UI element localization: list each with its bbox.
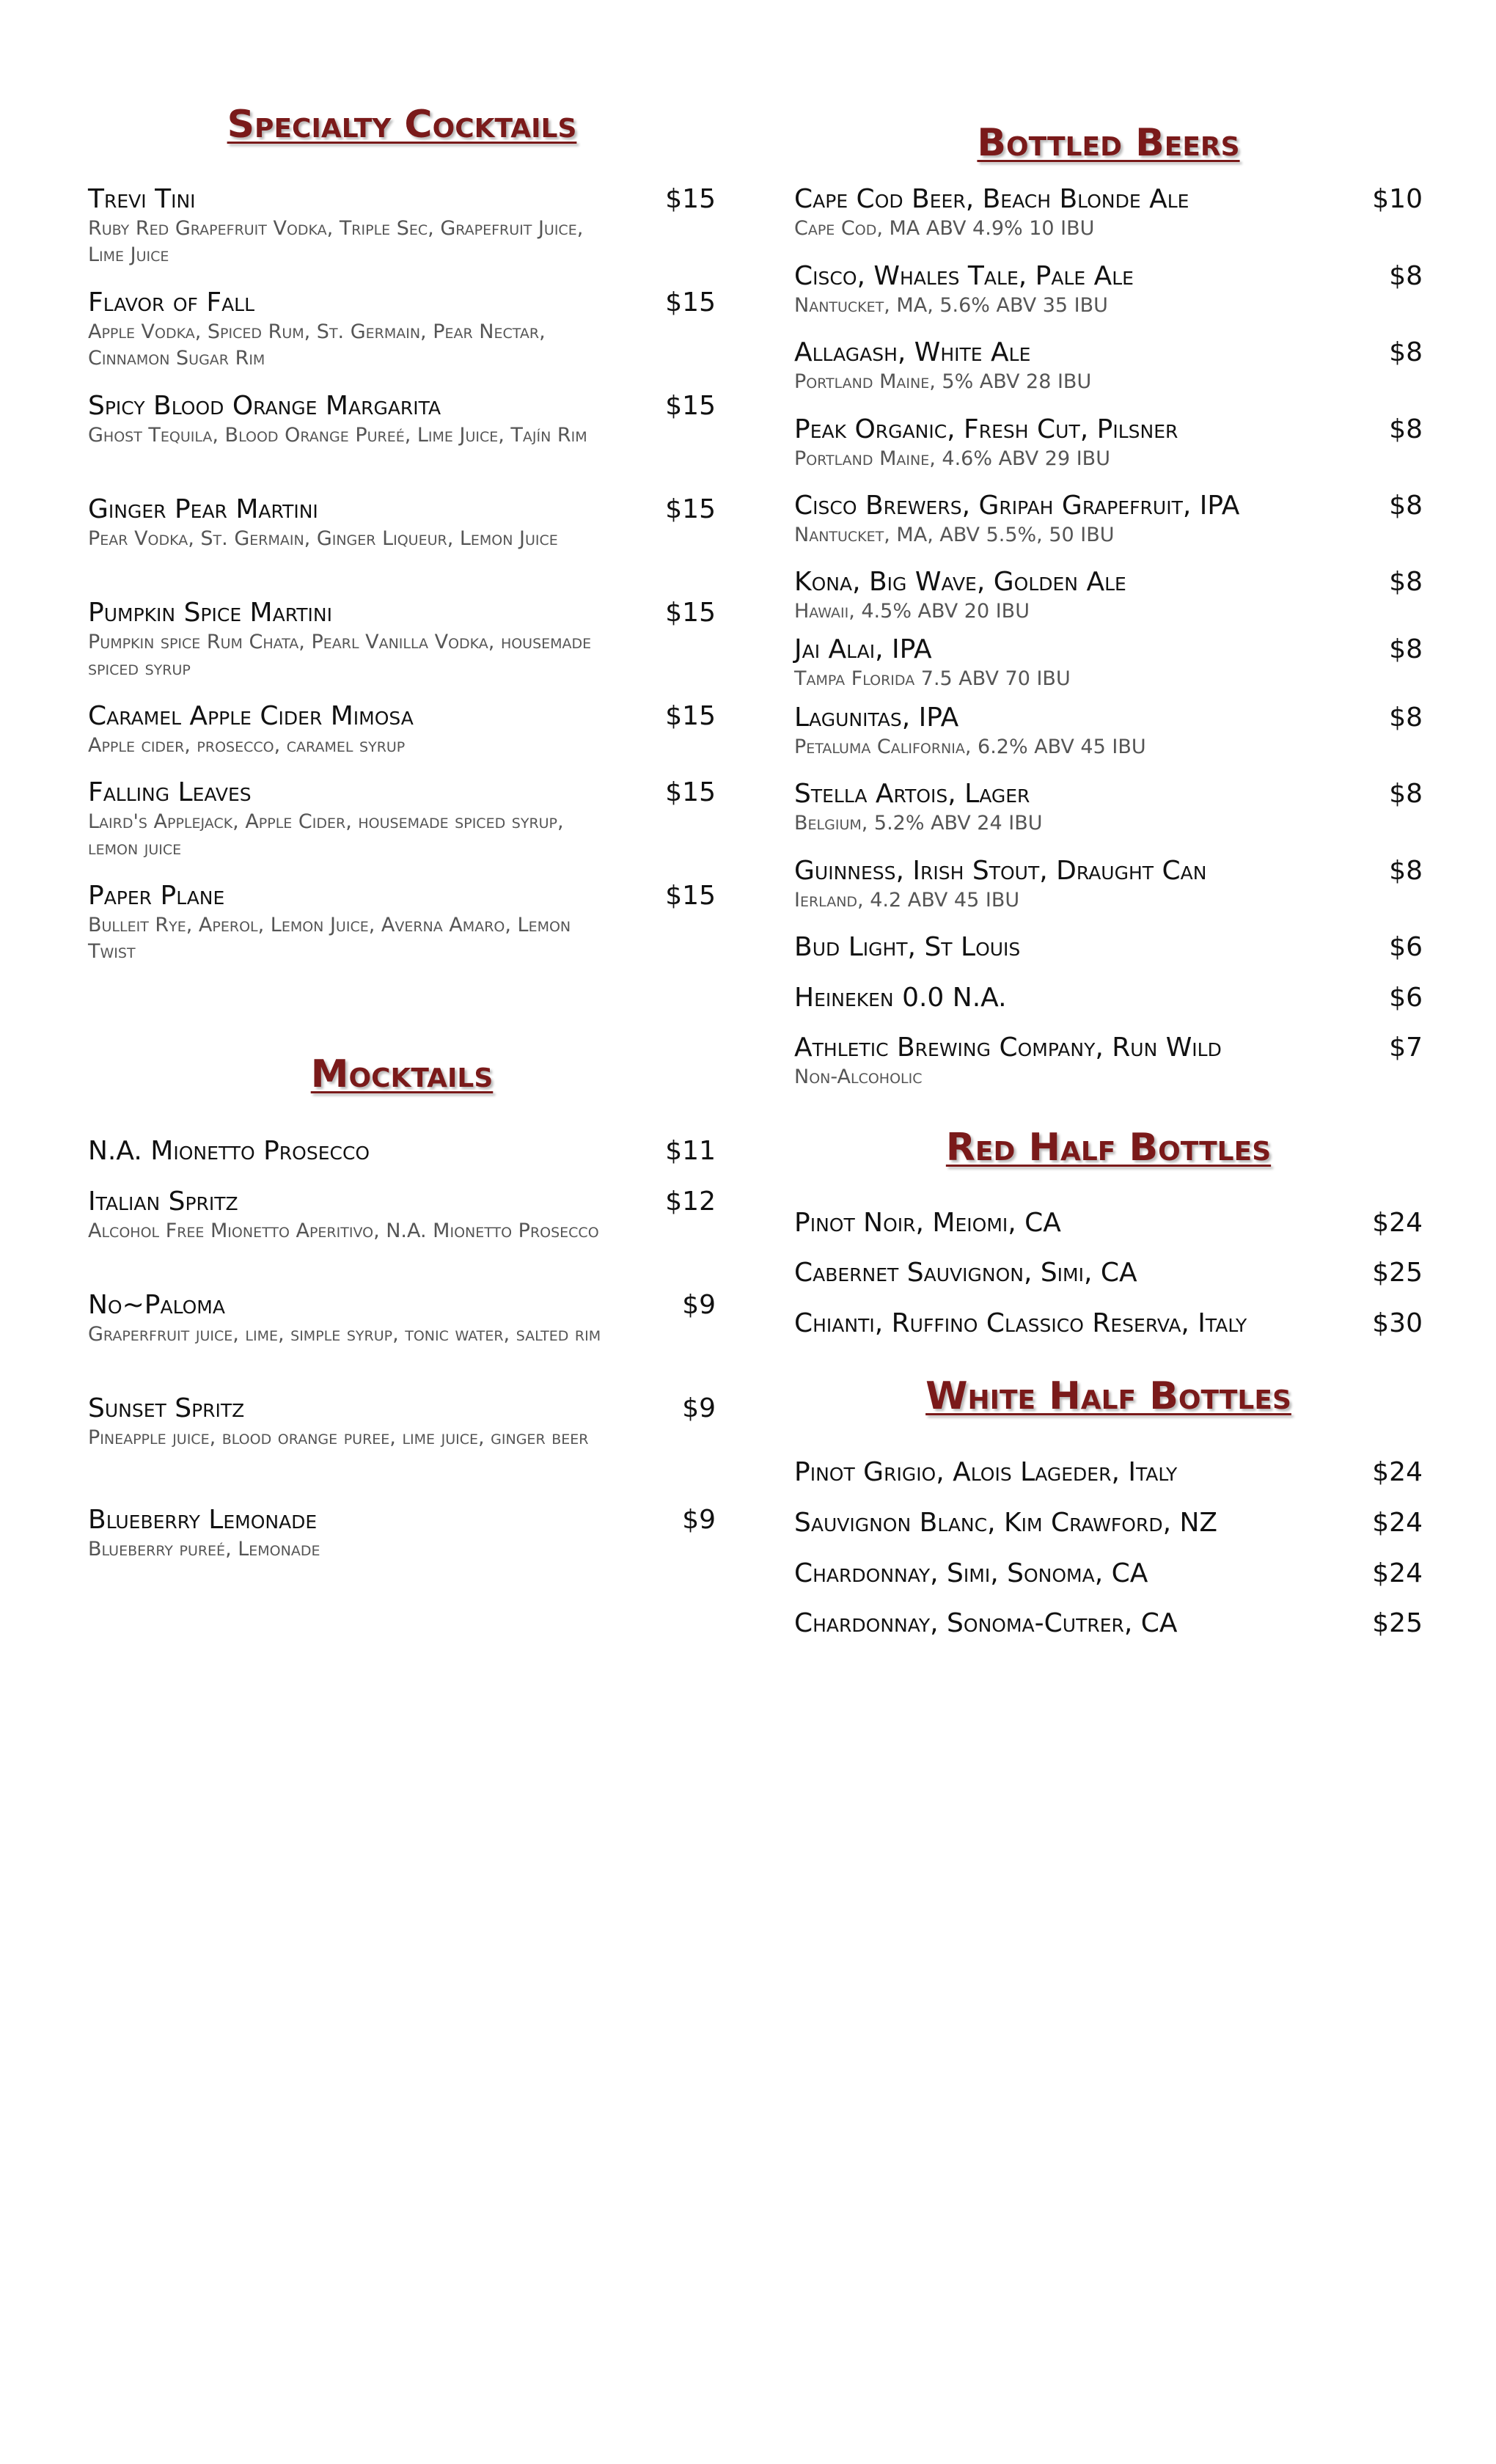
menu-item xyxy=(794,183,1423,242)
item-price: $24 xyxy=(1372,1508,1423,1538)
menu-item xyxy=(794,982,1423,1014)
item-description: Blueberry pureé, Lemonade xyxy=(88,1538,320,1561)
item-price: $24 xyxy=(1372,1208,1423,1238)
item-price: $15 xyxy=(665,287,716,318)
item-description: Pineapple juice, blood orange puree, lime juice, ginger beer xyxy=(88,1426,589,1449)
item-price: $8 xyxy=(1389,491,1423,521)
item-price: $8 xyxy=(1389,856,1423,886)
item-description: Pear Vodka, St. Germain, Ginger Liqueur, Lemon Juice xyxy=(88,527,558,550)
item-name: Spicy Blood Orange Margarita xyxy=(88,391,441,421)
menu-item xyxy=(88,880,716,965)
item-price: $8 xyxy=(1389,779,1423,809)
item-price: $8 xyxy=(1389,703,1423,733)
item-name: Caramel Apple Cider Mimosa xyxy=(88,701,414,731)
item-description: Ghost Tequila, Blood Orange Pureé, Lime Juice, Tajín Rim xyxy=(88,424,587,447)
item-description: Pumpkin spice Rum Chata, Pearl Vanilla Vodka, housemade spiced syrup xyxy=(88,631,592,680)
item-name: Jai Alai, IPA xyxy=(794,634,932,664)
item-name: Chianti, Ruffino Classico Reserva, Italy xyxy=(794,1308,1247,1338)
item-name: Peak Organic, Fresh Cut, Pilsner xyxy=(794,414,1178,444)
item-name: Ginger Pear Martini xyxy=(88,494,318,524)
item-description: Ierland, 4.2 ABV 45 IBU xyxy=(794,889,1020,912)
item-price: $6 xyxy=(1389,983,1423,1013)
item-name: Kona, Big Wave, Golden Ale xyxy=(794,567,1126,597)
item-name: Sauvignon Blanc, Kim Crawford, NZ xyxy=(794,1508,1218,1538)
item-price: $24 xyxy=(1372,1457,1423,1487)
item-description: Nantucket, MA, 5.6% ABV 35 IBU xyxy=(794,294,1108,317)
menu-item xyxy=(88,1393,716,1451)
item-description: Hawaii, 4.5% ABV 20 IBU xyxy=(794,600,1030,623)
item-price: $9 xyxy=(682,1290,716,1320)
item-price: $30 xyxy=(1372,1308,1423,1338)
menu-item xyxy=(794,1558,1423,1590)
item-name: Cisco, Whales Tale, Pale Ale xyxy=(794,261,1134,291)
item-name: Paper Plane xyxy=(88,881,225,911)
white-half-bottles-heading: White Half Bottles xyxy=(925,1374,1291,1418)
item-description: Apple Vodka, Spiced Rum, St. Germain, Pear Nectar, Cinnamon Sugar Rim xyxy=(88,320,546,370)
item-name: Flavor of Fall xyxy=(88,287,255,318)
item-name: Allagash, White Ale xyxy=(794,337,1031,367)
menu-item xyxy=(794,634,1423,692)
item-description: Nantucket, MA, ABV 5.5%, 50 IBU xyxy=(794,524,1115,546)
item-price: $9 xyxy=(682,1505,716,1535)
menu-item xyxy=(88,1186,716,1244)
item-name: Cape Cod Beer, Beach Blonde Ale xyxy=(794,184,1189,214)
item-name: Trevi Tini xyxy=(88,184,196,214)
item-name: No~Paloma xyxy=(88,1290,225,1320)
item-name: Sunset Spritz xyxy=(88,1393,245,1423)
mocktails-heading: Mocktails xyxy=(310,1052,494,1096)
item-description: Laird's Applejack, Apple Cider, housemade spiced syrup, lemon juice xyxy=(88,810,564,859)
item-name: Pinot Noir, Meiomi, CA xyxy=(794,1208,1061,1238)
item-description: Apple cider, prosecco, caramel syrup xyxy=(88,734,406,757)
menu-item xyxy=(794,931,1423,964)
menu-item xyxy=(88,700,716,759)
item-description: Bulleit Rye, Aperol, Lemon Juice, Averna Amaro, Lemon Twist xyxy=(88,914,571,963)
item-name: Pinot Grigio, Alois Lageder, Italy xyxy=(794,1457,1178,1487)
item-description: Alcohol Free Mionetto Aperitivo, N.A. Mionetto Prosecco xyxy=(88,1220,599,1242)
item-name: Falling Leaves xyxy=(88,777,252,807)
menu-item xyxy=(794,1507,1423,1539)
item-price: $15 xyxy=(665,881,716,911)
item-name: Lagunitas, IPA xyxy=(794,703,959,733)
menu-item xyxy=(794,702,1423,760)
item-price: $11 xyxy=(665,1136,716,1166)
menu-item xyxy=(88,777,716,862)
item-price: $8 xyxy=(1389,414,1423,444)
menu-item xyxy=(794,1607,1423,1640)
item-description: Cape Cod, MA ABV 4.9% 10 IBU xyxy=(794,217,1095,240)
item-price: $15 xyxy=(665,391,716,421)
item-description: Portland Maine, 4.6% ABV 29 IBU xyxy=(794,447,1110,470)
item-name: Stella Artois, Lager xyxy=(794,779,1030,809)
item-price: $6 xyxy=(1389,932,1423,962)
item-price: $8 xyxy=(1389,261,1423,291)
item-price: $15 xyxy=(665,701,716,731)
item-description: Graperfruit juice, lime, simple syrup, tonic water, salted rim xyxy=(88,1323,601,1346)
menu-item xyxy=(88,287,716,372)
item-price: $8 xyxy=(1389,634,1423,664)
item-name: Cisco Brewers, Gripah Grapefruit, IPA xyxy=(794,491,1240,521)
item-price: $8 xyxy=(1389,567,1423,597)
menu-item xyxy=(88,390,716,449)
item-name: Pumpkin Spice Martini xyxy=(88,598,332,628)
menu-item xyxy=(88,1135,716,1167)
bottled-beers-heading: Bottled Beers xyxy=(977,121,1240,165)
item-name: Guinness, Irish Stout, Draught Can xyxy=(794,856,1207,886)
item-description: Petaluma California, 6.2% ABV 45 IBU xyxy=(794,736,1146,758)
menu-item xyxy=(794,260,1423,319)
item-price: $24 xyxy=(1372,1558,1423,1588)
item-name: N.A. Mionetto Prosecco xyxy=(88,1136,370,1166)
item-price: $15 xyxy=(665,598,716,628)
specialty-cocktails-heading: Specialty Cocktails xyxy=(227,103,577,147)
menu-item xyxy=(794,1032,1423,1090)
item-description: Belgium, 5.2% ABV 24 IBU xyxy=(794,812,1043,835)
menu-item xyxy=(794,1207,1423,1239)
menu-item xyxy=(794,490,1423,549)
item-name: Chardonnay, Simi, Sonoma, CA xyxy=(794,1558,1148,1588)
item-price: $15 xyxy=(665,777,716,807)
menu-item xyxy=(88,494,716,552)
item-description: Tampa Florida 7.5 ABV 70 IBU xyxy=(794,667,1071,690)
item-price: $10 xyxy=(1372,184,1423,214)
menu-item xyxy=(88,1504,716,1563)
item-name: Blueberry Lemonade xyxy=(88,1505,318,1535)
item-price: $15 xyxy=(665,184,716,214)
item-name: Italian Spritz xyxy=(88,1187,238,1217)
menu-item xyxy=(794,566,1423,625)
item-price: $15 xyxy=(665,494,716,524)
menu-item xyxy=(794,778,1423,837)
item-price: $9 xyxy=(682,1393,716,1423)
menu-item xyxy=(794,1456,1423,1489)
item-name: Chardonnay, Sonoma-Cutrer, CA xyxy=(794,1608,1178,1638)
item-description: Ruby Red Grapefruit Vodka, Triple Sec, Grapefruit Juice, Lime Juice xyxy=(88,217,584,266)
menu-item xyxy=(794,337,1423,395)
item-price: $25 xyxy=(1372,1258,1423,1288)
item-description: Non-Alcoholic xyxy=(794,1066,923,1088)
item-price: $12 xyxy=(665,1187,716,1217)
item-name: Bud Light, St Louis xyxy=(794,932,1021,962)
menu-item xyxy=(794,1308,1423,1340)
item-name: Cabernet Sauvignon, Simi, CA xyxy=(794,1258,1137,1288)
item-price: $25 xyxy=(1372,1608,1423,1638)
menu-item xyxy=(794,1257,1423,1289)
item-price: $7 xyxy=(1389,1033,1423,1063)
item-price: $8 xyxy=(1389,337,1423,367)
item-description: Portland Maine, 5% ABV 28 IBU xyxy=(794,370,1092,393)
red-half-bottles-heading: Red Half Bottles xyxy=(945,1126,1272,1170)
item-name: Athletic Brewing Company, Run Wild xyxy=(794,1033,1222,1063)
menu-item xyxy=(88,183,716,268)
menu-item xyxy=(794,855,1423,914)
menu-item xyxy=(88,1289,716,1348)
menu-item xyxy=(794,414,1423,472)
menu-item xyxy=(88,597,716,682)
item-name: Heineken 0.0 N.A. xyxy=(794,983,1007,1013)
